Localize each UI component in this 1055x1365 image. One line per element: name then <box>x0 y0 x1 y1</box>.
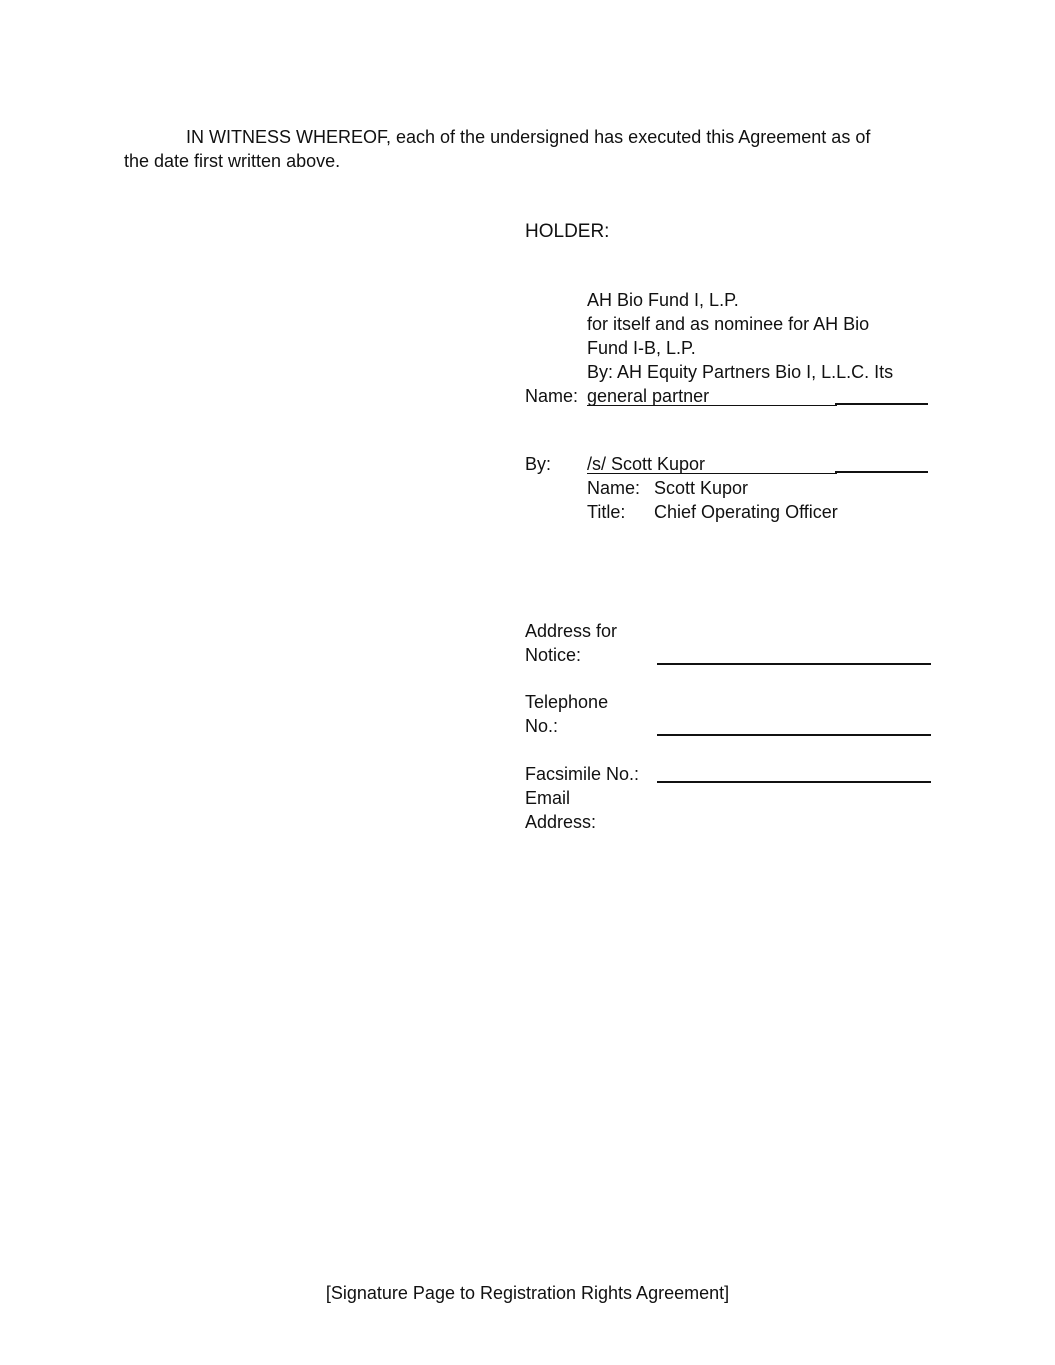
entity-name-line-1: AH Bio Fund I, L.P. <box>587 290 739 310</box>
address-field-line <box>657 663 931 665</box>
signature-by-underline <box>587 473 837 474</box>
preamble-line-1: IN WITNESS WHEREOF, each of the undersigned has executed this Agreement as of <box>186 127 871 147</box>
entity-name-line-3: Fund I-B, L.P. <box>587 338 696 358</box>
telephone-field-line <box>657 734 931 736</box>
holder-heading: HOLDER: <box>525 221 610 242</box>
signature-line <box>835 471 928 473</box>
entity-name-line-2: for itself and as nominee for AH Bio <box>587 314 870 334</box>
entity-name-value: general partner <box>587 386 710 406</box>
entity-name-label: Name: <box>525 386 579 406</box>
signatory-name-label: Name: <box>587 478 641 498</box>
email-label-line-2: Address: <box>525 812 597 832</box>
signature-by-label: By: <box>525 454 552 474</box>
signature-by-value: /s/ Scott Kupor <box>587 454 706 474</box>
telephone-label-line-2: No.: <box>525 716 559 736</box>
preamble-line-2: the date first written above. <box>124 151 341 171</box>
address-label-line-1: Address for <box>525 621 618 641</box>
email-label-line-1: Email <box>525 788 571 808</box>
signatory-title-label: Title: <box>587 502 626 522</box>
page-footer: [Signature Page to Registration Rights Agreement] <box>325 1283 730 1303</box>
facsimile-field-line <box>657 781 931 783</box>
signatory-name-value: Scott Kupor <box>654 478 749 498</box>
signatory-title-value: Chief Operating Officer <box>654 502 838 522</box>
entity-name-signature-line <box>835 403 928 405</box>
entity-name-line-4: By: AH Equity Partners Bio I, L.L.C. Its <box>587 362 894 382</box>
entity-name-underline <box>587 405 837 406</box>
facsimile-label: Facsimile No.: <box>525 764 640 784</box>
address-label-line-2: Notice: <box>525 645 582 665</box>
telephone-label-line-1: Telephone <box>525 692 609 712</box>
